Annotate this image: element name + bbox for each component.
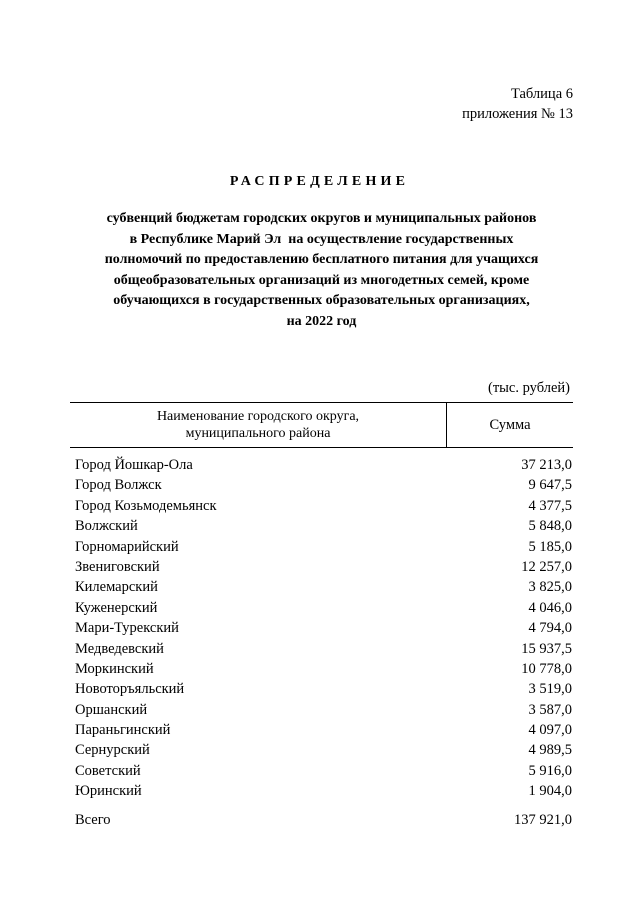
- table-row: [75, 455, 572, 475]
- row-sum: 9 647,5: [528, 477, 572, 494]
- row-name: Сернурский: [75, 742, 150, 759]
- subtitle-line: на 2022 год: [286, 313, 357, 329]
- row-sum: 10 778,0: [521, 660, 572, 677]
- table-body: [75, 455, 572, 802]
- column-header-name-line: Наименование городского округа,: [156, 409, 360, 424]
- document-title: РАСПРЕДЕЛЕНИЕ: [229, 174, 410, 189]
- row-sum: 15 937,5: [521, 640, 572, 657]
- subtitle-line: в Республике Марий Эл на осуществление государственных: [129, 231, 514, 247]
- row-name: Куженерский: [75, 599, 158, 616]
- row-sum: 5 916,0: [528, 762, 572, 779]
- table-header: [70, 402, 573, 448]
- row-name: Звениговский: [75, 558, 160, 575]
- column-header-name-line: муниципального района: [185, 426, 331, 441]
- row-sum: 4 377,5: [528, 497, 572, 514]
- row-name: Горномарийский: [75, 538, 179, 555]
- table-row: [75, 679, 572, 699]
- table-row: [75, 700, 572, 720]
- units-label: (тыс. рублей): [488, 380, 570, 396]
- total-row: [75, 810, 572, 830]
- row-sum: 3 587,0: [528, 701, 572, 718]
- table-row: [75, 557, 572, 577]
- row-sum: 3 519,0: [528, 681, 572, 698]
- subtitle-line: общеобразовательных организаций из многодетных семей, кроме: [113, 272, 530, 288]
- appendix-label: приложения № 13: [462, 106, 573, 122]
- row-name: Оршанский: [75, 701, 148, 718]
- table-row: [75, 577, 572, 597]
- table-row: [75, 659, 572, 679]
- row-name: Волжский: [75, 518, 138, 535]
- subtitle-line: обучающихся в государственных образовательных организациях,: [113, 293, 530, 308]
- row-name: Килемарский: [75, 579, 158, 596]
- table-row: [75, 720, 572, 740]
- table-reference: [462, 84, 573, 124]
- total-sum: 137 921,0: [514, 812, 572, 828]
- row-sum: 5 848,0: [528, 518, 572, 535]
- table-row: [75, 537, 572, 557]
- row-sum: 1 904,0: [528, 783, 572, 800]
- row-sum: 5 185,0: [528, 538, 572, 555]
- row-sum: 37 213,0: [521, 457, 572, 473]
- row-name: Параньгинский: [75, 722, 171, 739]
- row-sum: 3 825,0: [528, 579, 572, 596]
- row-name: Город Козьмодемьянск: [75, 497, 217, 514]
- row-name: Мари-Турекский: [75, 620, 179, 637]
- row-sum: 4 097,0: [528, 722, 572, 739]
- row-sum: 4 794,0: [528, 620, 572, 637]
- row-name: Моркинский: [75, 660, 154, 677]
- row-sum: 12 257,0: [521, 558, 572, 575]
- document-subtitle: [70, 209, 573, 332]
- subtitle-line: полномочий по предоставлению бесплатного питания для учащихся: [104, 252, 539, 267]
- row-name: Советский: [75, 762, 141, 779]
- total-label: Всего: [75, 812, 111, 828]
- row-sum: 4 989,5: [528, 742, 572, 759]
- table-row: [75, 598, 572, 618]
- table-row: [75, 618, 572, 638]
- subtitle-line: субвенций бюджетам городских округов и муниципальных районов: [106, 211, 537, 226]
- table-row: [75, 761, 572, 781]
- table-label: Таблица 6: [510, 86, 573, 102]
- column-header-sum: Сумма: [489, 416, 531, 433]
- row-name: Медведевский: [75, 640, 164, 657]
- table-row: [75, 740, 572, 760]
- table-row: [75, 781, 572, 801]
- column-header-name: [70, 403, 447, 447]
- table-row: [75, 475, 572, 495]
- row-name: Новоторъяльский: [75, 681, 185, 698]
- table-row: [75, 639, 572, 659]
- table-row: [75, 516, 572, 536]
- row-name: Город Волжск: [75, 477, 162, 494]
- row-name: Юринский: [75, 783, 142, 800]
- row-sum: 4 046,0: [528, 599, 572, 616]
- row-name: Город Йошкар-Ола: [75, 457, 193, 473]
- table-row: [75, 496, 572, 516]
